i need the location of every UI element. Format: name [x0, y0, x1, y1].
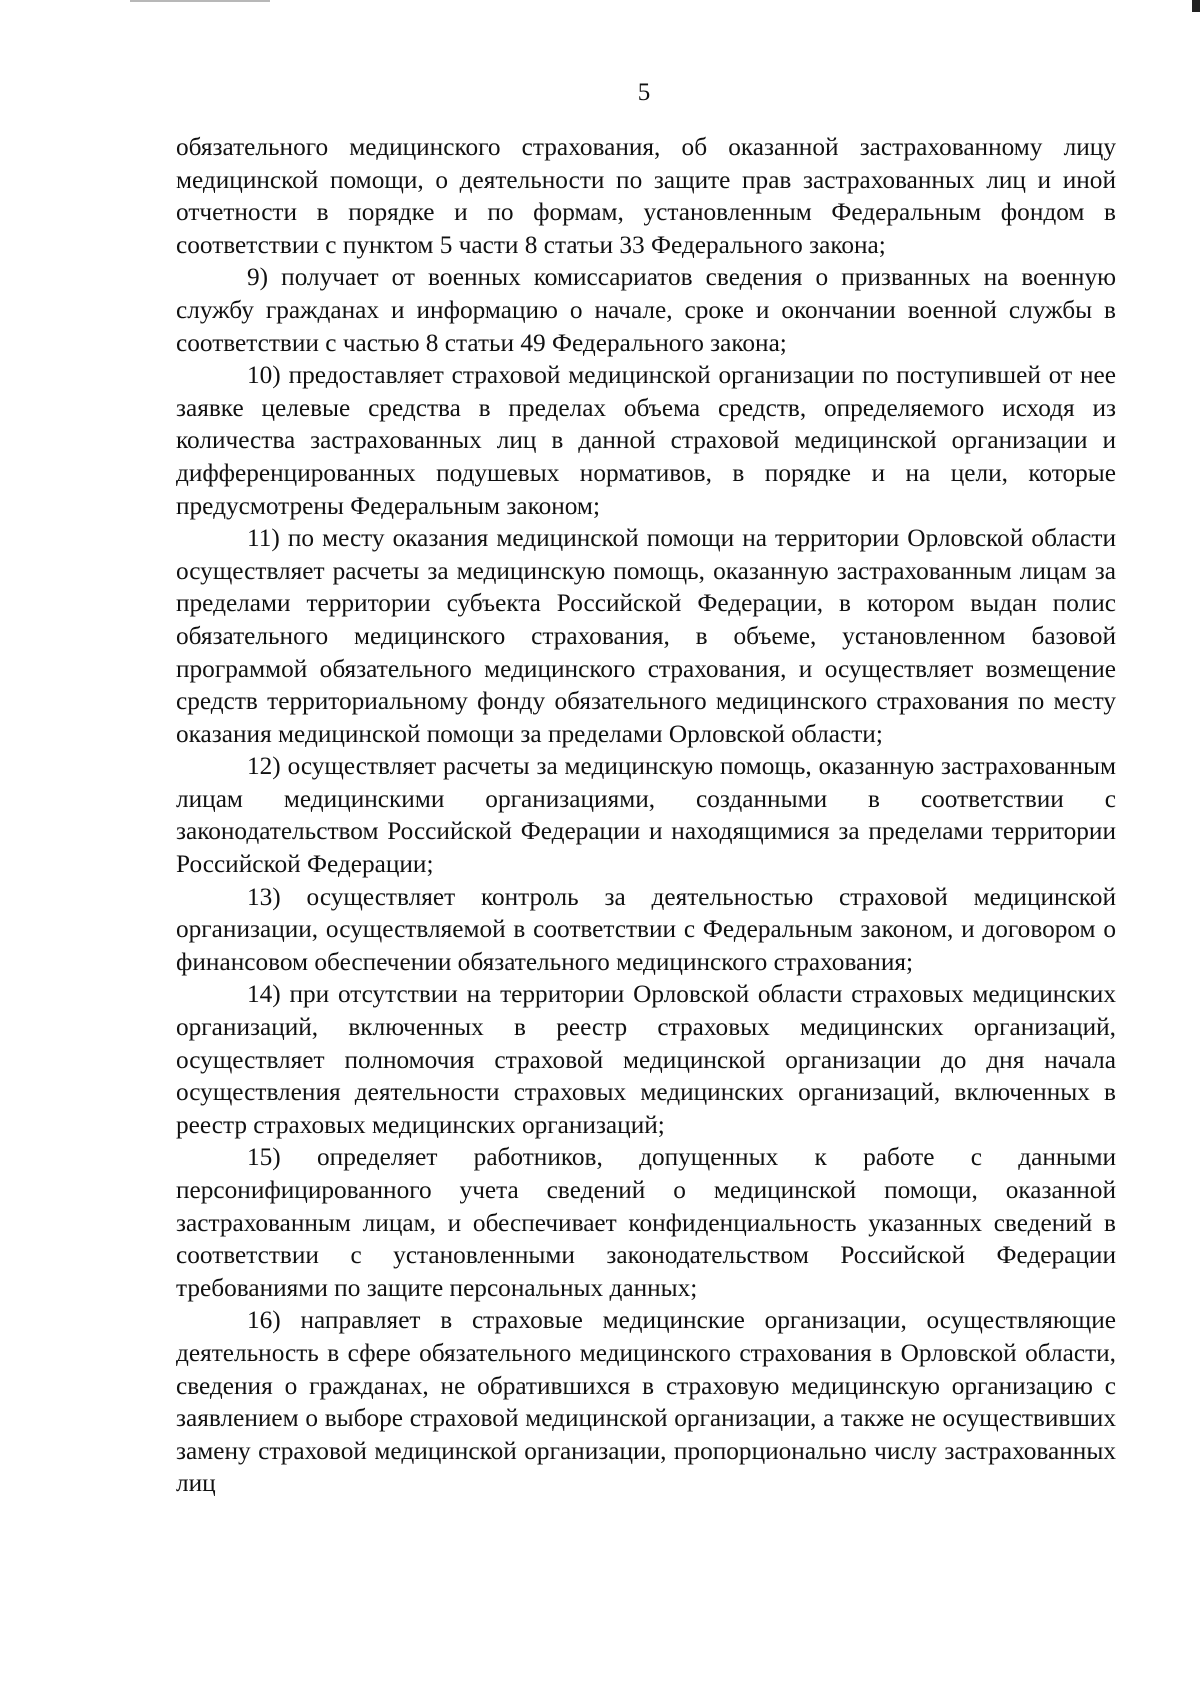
- paragraph-item-14: 14) при отсутствии на территории Орловской области страховых медицинских организаций, включенных в реестр страховых медицинских организаций, осуществляет полномочия страховой медицинской организации до дня начала осуществления деятельности страховых медицинских организаций, включенных в реестр страховых медицинских организаций;: [176, 980, 1116, 1139]
- paragraph-item-12: 12) осуществляет расчеты за медицинскую помощь, оказанную застрахованным лицам медицинскими организациями, созданными в соответствии с законодательством Российской Федерации и находящимися за пределами территории Российской Федерации;: [176, 752, 1116, 879]
- paragraph-item-9: 9) получает от военных комиссариатов сведения о призванных на военную службу гражданах и информацию о начале, сроке и окончании военной службы в соответствии с частью 8 статьи 49 Федерального закона;: [176, 263, 1116, 357]
- paragraph-item-10: 10) предоставляет страховой медицинской организации по поступившей от нее заявке целевые средства в пределах объема средств, определяемого исходя из количества застрахованных лиц в данной страховой медицинской организации и дифференцированных подушевых нормативов, в порядке и на цели, которые предусмотрены Федеральным законом;: [176, 361, 1116, 520]
- scan-corner-mark: [1192, 0, 1200, 12]
- paragraph-item-16: 16) направляет в страховые медицинские организации, осуществляющие деятельность в сфере обязательного медицинского страхования в Орловской области, сведения о гражданах, не обратившихся в страховую медицинскую организацию с заявлением о выборе страховой медицинской организации, а также не осуществивших замену страховой медицинской организации, пропорционально числу застрахованных лиц: [176, 1306, 1116, 1498]
- scan-edge-mark: [130, 0, 270, 2]
- document-body: [176, 131, 1116, 1500]
- paragraph-item-11: 11) по месту оказания медицинской помощи на территории Орловской области осуществляет расчеты за медицинскую помощь, оказанную застрахованным лицам за пределами территории субъекта Российской Федерации, в котором выдан полис обязательного медицинского страхования, в объеме, установленном базовой программой обязательного медицинского страхования, и осуществляет возмещение средств территориальному фонду обязательного медицинского страхования по месту оказания медицинской помощи за пределами Орловской области;: [176, 524, 1116, 748]
- paragraph-continuation: обязательного медицинского страхования, об оказанной застрахованному лицу медицинской помощи, о деятельности по защите прав застрахованных лиц и иной отчетности в порядке и по формам, установленным Федеральным фондом в соответствии с пунктом 5 части 8 статьи 33 Федерального закона;: [176, 133, 1116, 259]
- paragraph-item-15: 15) определяет работников, допущенных к работе с данными персонифицированного учета сведений о медицинской помощи, оказанной застрахованным лицам, и обеспечивает конфиденциальность указанных сведений в соответствии с установленными законодательством Российской Федерации требованиями по защите персональных данных;: [176, 1143, 1116, 1302]
- paragraph-item-13: 13) осуществляет контроль за деятельностью страховой медицинской организации, осуществляемой в соответствии с Федеральным законом, и договором о финансовом обеспечении обязательного медицинского страхования;: [176, 882, 1116, 976]
- page-number: 5: [637, 79, 651, 106]
